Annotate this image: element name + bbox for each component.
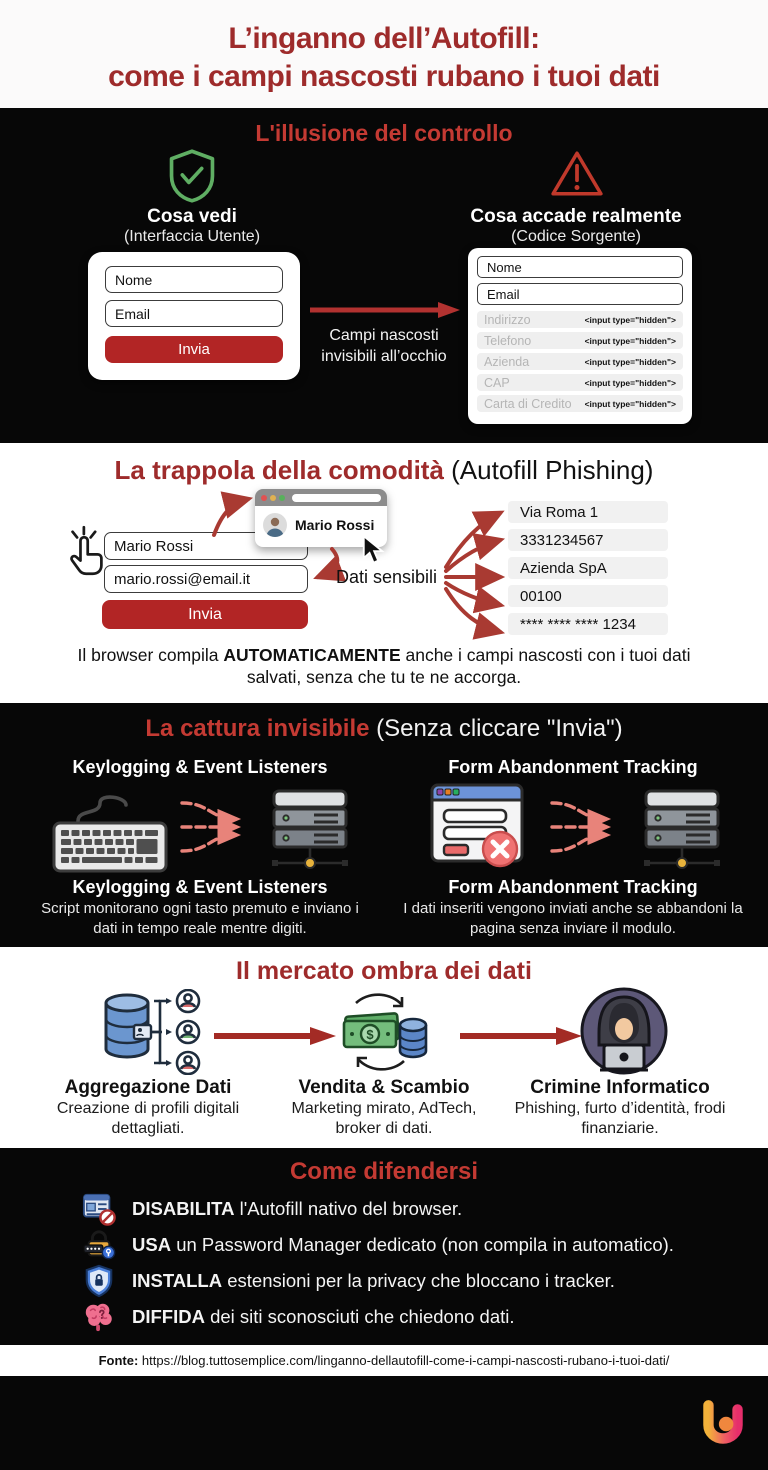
avatar-person-icon (263, 513, 287, 537)
data-row: **** **** **** 1234 (508, 613, 668, 635)
server-icon (634, 783, 730, 875)
data-row: 00100 (508, 585, 668, 607)
section-cattura (0, 703, 768, 947)
hidden-field-row (477, 353, 683, 370)
traffic-dot-green (279, 495, 285, 501)
step-title: Aggregazione Dati (64, 1077, 232, 1098)
source-code-card (468, 248, 692, 424)
data-aggregation-icon (92, 989, 208, 1075)
visible-email-field[interactable]: Email (477, 283, 683, 305)
page-title (0, 0, 768, 95)
keylogging-title: Keylogging & Event Listeners (72, 877, 328, 897)
hidden-field-label: Azienda (484, 354, 530, 369)
popup-addressbar (292, 494, 381, 502)
defense-item (82, 1264, 615, 1298)
section2-caption (0, 645, 768, 689)
brand-logo-u (698, 1398, 748, 1452)
password-manager-icon (82, 1228, 116, 1262)
visible-name-field[interactable]: Nome (477, 256, 683, 278)
step-desc: Marketing mirato, AdTech, broker di dati. (291, 1100, 477, 1137)
name-field[interactable]: Nome (105, 266, 283, 293)
hidden-field-label: Carta di Credito (484, 396, 572, 411)
warning-triangle-icon (550, 148, 604, 200)
header-section (0, 0, 768, 108)
caption-bold: AUTOMATICAMENTE (223, 645, 401, 665)
section1-heading: L'illusione del controllo (255, 120, 513, 146)
hidden-field-code: <input type="hidden"> (584, 398, 676, 409)
hidden-field-row (477, 332, 683, 349)
right-column-title: Cosa accade realmente (470, 206, 682, 227)
hidden-field-code: <input type="hidden"> (584, 356, 676, 367)
hidden-field-row (477, 311, 683, 328)
hidden-field-label: CAP (484, 375, 510, 390)
data-flow-arrows (548, 791, 630, 863)
defense-keyword: DISABILITA (132, 1198, 235, 1219)
section-difendersi (0, 1148, 768, 1345)
defense-keyword: USA (132, 1234, 172, 1255)
defense-rest: un Password Manager dedicato (non compila in automatico). (171, 1234, 674, 1255)
section4-heading: Il mercato ombra dei dati (236, 957, 532, 985)
hidden-fields-caption: Campi nascosti invisibili all’occhio (321, 327, 447, 365)
section3-heading-red: La cattura invisibile (145, 715, 370, 742)
step-desc: Phishing, furto d’identità, frodi finanziarie. (514, 1100, 726, 1137)
traffic-dot-yellow (270, 495, 276, 501)
hidden-field-row (477, 395, 683, 412)
brain-caution-icon (82, 1300, 116, 1334)
defense-keyword: INSTALLA (132, 1270, 223, 1291)
section2-heading-plain: (Autofill Phishing) (443, 455, 654, 485)
hacker-icon (578, 985, 670, 1077)
svg-text:$: $ (366, 1027, 374, 1042)
section3-heading-plain: (Senza cliccare "Invia") (369, 715, 623, 742)
money-exchange-icon (328, 987, 440, 1077)
defense-text (132, 1306, 515, 1328)
right-column-subtitle: (Codice Sorgente) (511, 228, 641, 245)
flow-arrow (212, 1025, 336, 1047)
left-column-subtitle: (Interfaccia Utente) (123, 228, 261, 245)
source-text (0, 1345, 768, 1368)
defense-keyword: DIFFIDA (132, 1306, 205, 1327)
hidden-field-code: <input type="hidden"> (584, 314, 676, 325)
disable-autofill-icon (82, 1192, 116, 1226)
defense-item (82, 1228, 674, 1262)
defense-item (82, 1192, 462, 1226)
hidden-field-row (477, 374, 683, 391)
caption-pre: Il browser compila (77, 645, 224, 665)
keylogging-desc: Script monitorano ogni tasto premuto e inviano i dati in tempo reale mentre digiti. (41, 900, 359, 937)
abandonment-title: Form Abandonment Tracking (448, 877, 698, 897)
data-row: Azienda SpA (508, 557, 668, 579)
data-flow-arrows (178, 791, 260, 863)
page-title-line2: come i campi nascosti rubano i tuoi dati (108, 59, 660, 93)
visible-form-card (88, 252, 300, 380)
section-mercato (0, 947, 768, 1148)
caption-post: anche i campi nascosti con i tuoi dati salvati, senza che tu te ne accorga. (246, 645, 691, 687)
hidden-field-code: <input type="hidden"> (584, 335, 676, 346)
popup-titlebar (255, 489, 387, 506)
bottom-bar (0, 1376, 768, 1470)
section3-heading (0, 715, 768, 743)
dati-sensibili-label: Dati sensibili (336, 567, 438, 587)
abandoned-form-icon (428, 781, 532, 875)
data-row: Via Roma 1 (508, 501, 668, 523)
right-arrow (308, 300, 460, 320)
server-icon (262, 783, 358, 875)
source-bar (0, 1345, 768, 1376)
source-label: Fonte: (98, 1353, 139, 1368)
step-title: Crimine Informatico (530, 1077, 710, 1098)
abandonment-top-label: Form Abandonment Tracking (448, 757, 698, 777)
hidden-field-label: Telefono (484, 333, 532, 348)
keyboard-icon (50, 783, 170, 875)
flow-arrow (458, 1025, 582, 1047)
defense-rest: l'Autofill nativo del browser. (234, 1198, 463, 1219)
section2-heading-red: La trappola della comodità (114, 455, 444, 485)
defense-text (132, 1198, 462, 1220)
defense-text (132, 1234, 674, 1256)
popup-suggestion-name: Mario Rossi (295, 517, 375, 533)
section-illusione (0, 108, 768, 443)
traffic-dot-red (261, 495, 267, 501)
step-desc: Creazione di profili digitali dettagliati. (56, 1100, 240, 1137)
hidden-field-code: <input type="hidden"> (584, 377, 676, 388)
left-column-title: Cosa vedi (147, 206, 237, 227)
email-field-filled[interactable]: mario.rossi@email.it (104, 565, 308, 593)
defense-rest: estensioni per la privacy che bloccano i tracker. (222, 1270, 615, 1291)
defense-item (82, 1300, 515, 1334)
avatar (263, 513, 287, 537)
page-title-line1: L’inganno dell’Autofill: (228, 22, 540, 55)
hand-click-icon (62, 525, 108, 577)
abandonment-desc: I dati inseriti vengono inviati anche se abbandoni la pagina senza inviare il modulo. (403, 900, 743, 937)
defense-rest: dei siti sconosciuti che chiedono dati. (204, 1306, 515, 1327)
source-url: https://blog.tuttosemplice.com/linganno-dellautofill-come-i-campi-nascosti-rubano-i-tuoi-dati/ (138, 1353, 670, 1368)
data-row: 3331234567 (508, 529, 668, 551)
invia-button-2[interactable]: Invia (102, 600, 308, 629)
keylogging-top-label: Keylogging & Event Listeners (72, 757, 328, 777)
defense-text (132, 1270, 615, 1292)
privacy-shield-icon (82, 1264, 116, 1298)
section2-heading (0, 455, 768, 486)
shield-check-icon (166, 148, 218, 204)
step-title: Vendita & Scambio (298, 1077, 470, 1098)
name-field-filled[interactable]: Mario Rossi (104, 532, 308, 560)
mouse-cursor-icon (360, 535, 386, 565)
section5-heading: Come difendersi (289, 1158, 479, 1185)
hidden-field-label: Indirizzo (484, 312, 531, 327)
email-field[interactable]: Email (105, 300, 283, 327)
section-trappola (0, 443, 768, 703)
invia-button[interactable]: Invia (105, 336, 283, 363)
